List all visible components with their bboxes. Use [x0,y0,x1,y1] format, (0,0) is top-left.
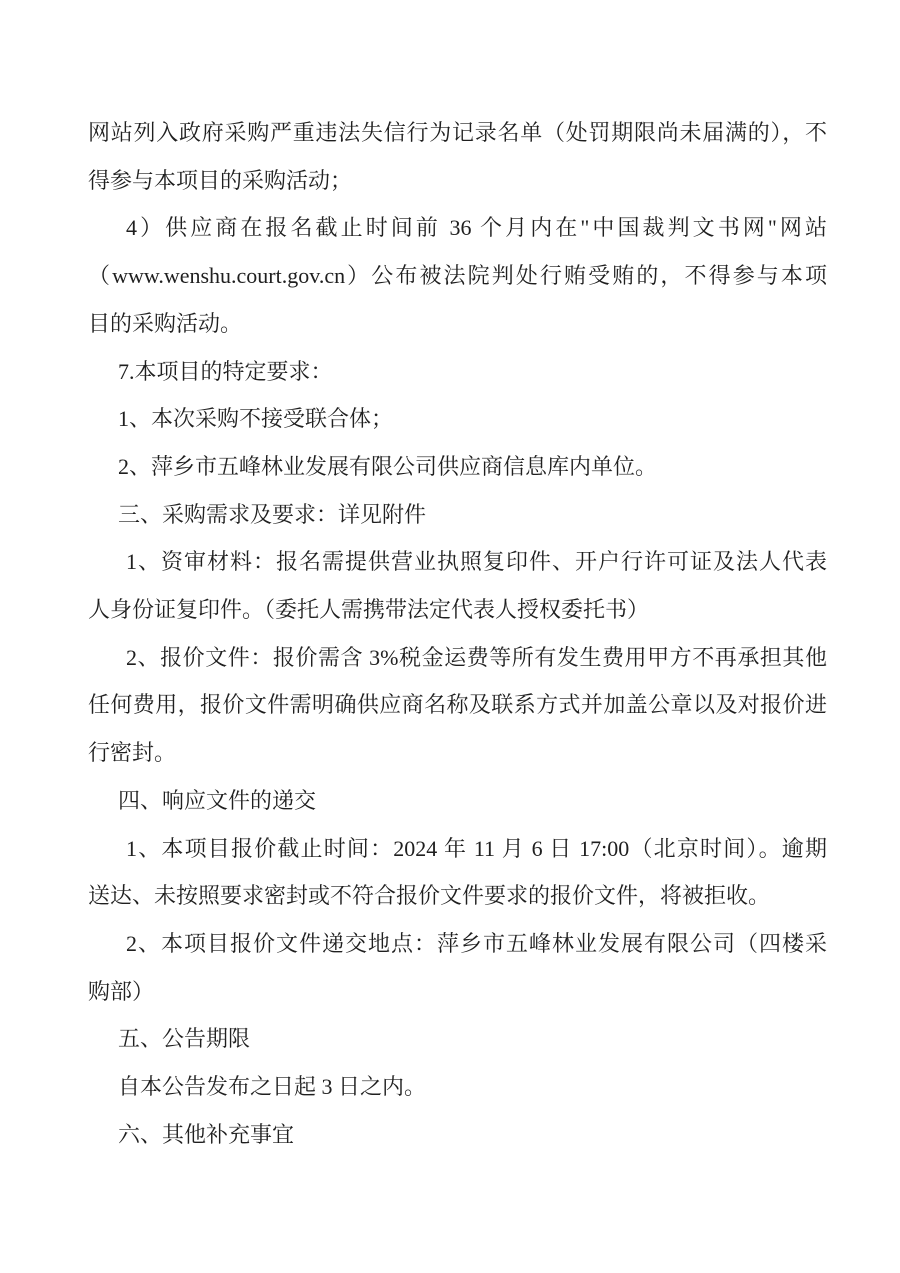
doc-line: 目的采购活动。 [88,310,243,336]
doc-line: （www.wenshu.court.gov.cn）公布被法院判处行贿受贿的，不得参与本项 [88,263,827,289]
document-page [88,109,827,1158]
doc-line: 人身份证复印件。（委托人需携带法定代表人授权委托书） [88,597,650,623]
doc-line-item-1: 1、本项目报价截止时间：2024 年 11 月 6 日 17:00（北京时间）。逾期 [126,835,827,861]
section-5-heading: 五、公告期限 [118,1026,251,1052]
doc-line: 网站列入政府采购严重违法失信行为记录名单（处罚期限尚未届满的），不 [88,120,827,145]
doc-line-item-2: 2、萍乡市五峰林业发展有限公司供应商信息库内单位。 [118,453,658,479]
section-3-heading: 三、采购需求及要求：详见附件 [118,501,427,527]
doc-line: 购部） [88,978,155,1004]
doc-line-item-1: 1、本次采购不接受联合体； [118,406,394,432]
doc-line-item-2: 2、报价文件：报价需含 3%税金运费等所有发生费用甲方不再承担其他 [126,644,827,670]
doc-line: 得参与本项目的采购活动； [88,167,353,193]
doc-line: 送达、未按照要求密封或不符合报价文件要求的报价文件，将被拒收。 [88,883,771,909]
doc-line-item-4: 4）供应商在报名截止时间前 36 个月内在"中国裁判文书网"网站 [126,215,827,241]
doc-line: 自本公告发布之日起 3 日之内。 [118,1074,427,1100]
doc-line-item-7: 7.本项目的特定要求： [118,358,333,384]
section-4-heading: 四、响应文件的递交 [118,787,317,813]
doc-line-item-1: 1、资审材料：报名需提供营业执照复印件、开户行许可证及法人代表 [126,549,827,575]
doc-line: 任何费用，报价文件需明确供应商名称及联系方式并加盖公章以及对报价进 [88,692,827,718]
doc-line: 行密封。 [88,740,177,766]
doc-line-item-2: 2、本项目报价文件递交地点：萍乡市五峰林业发展有限公司（四楼采 [126,930,827,956]
section-6-heading: 六、其他补充事宜 [118,1121,295,1147]
